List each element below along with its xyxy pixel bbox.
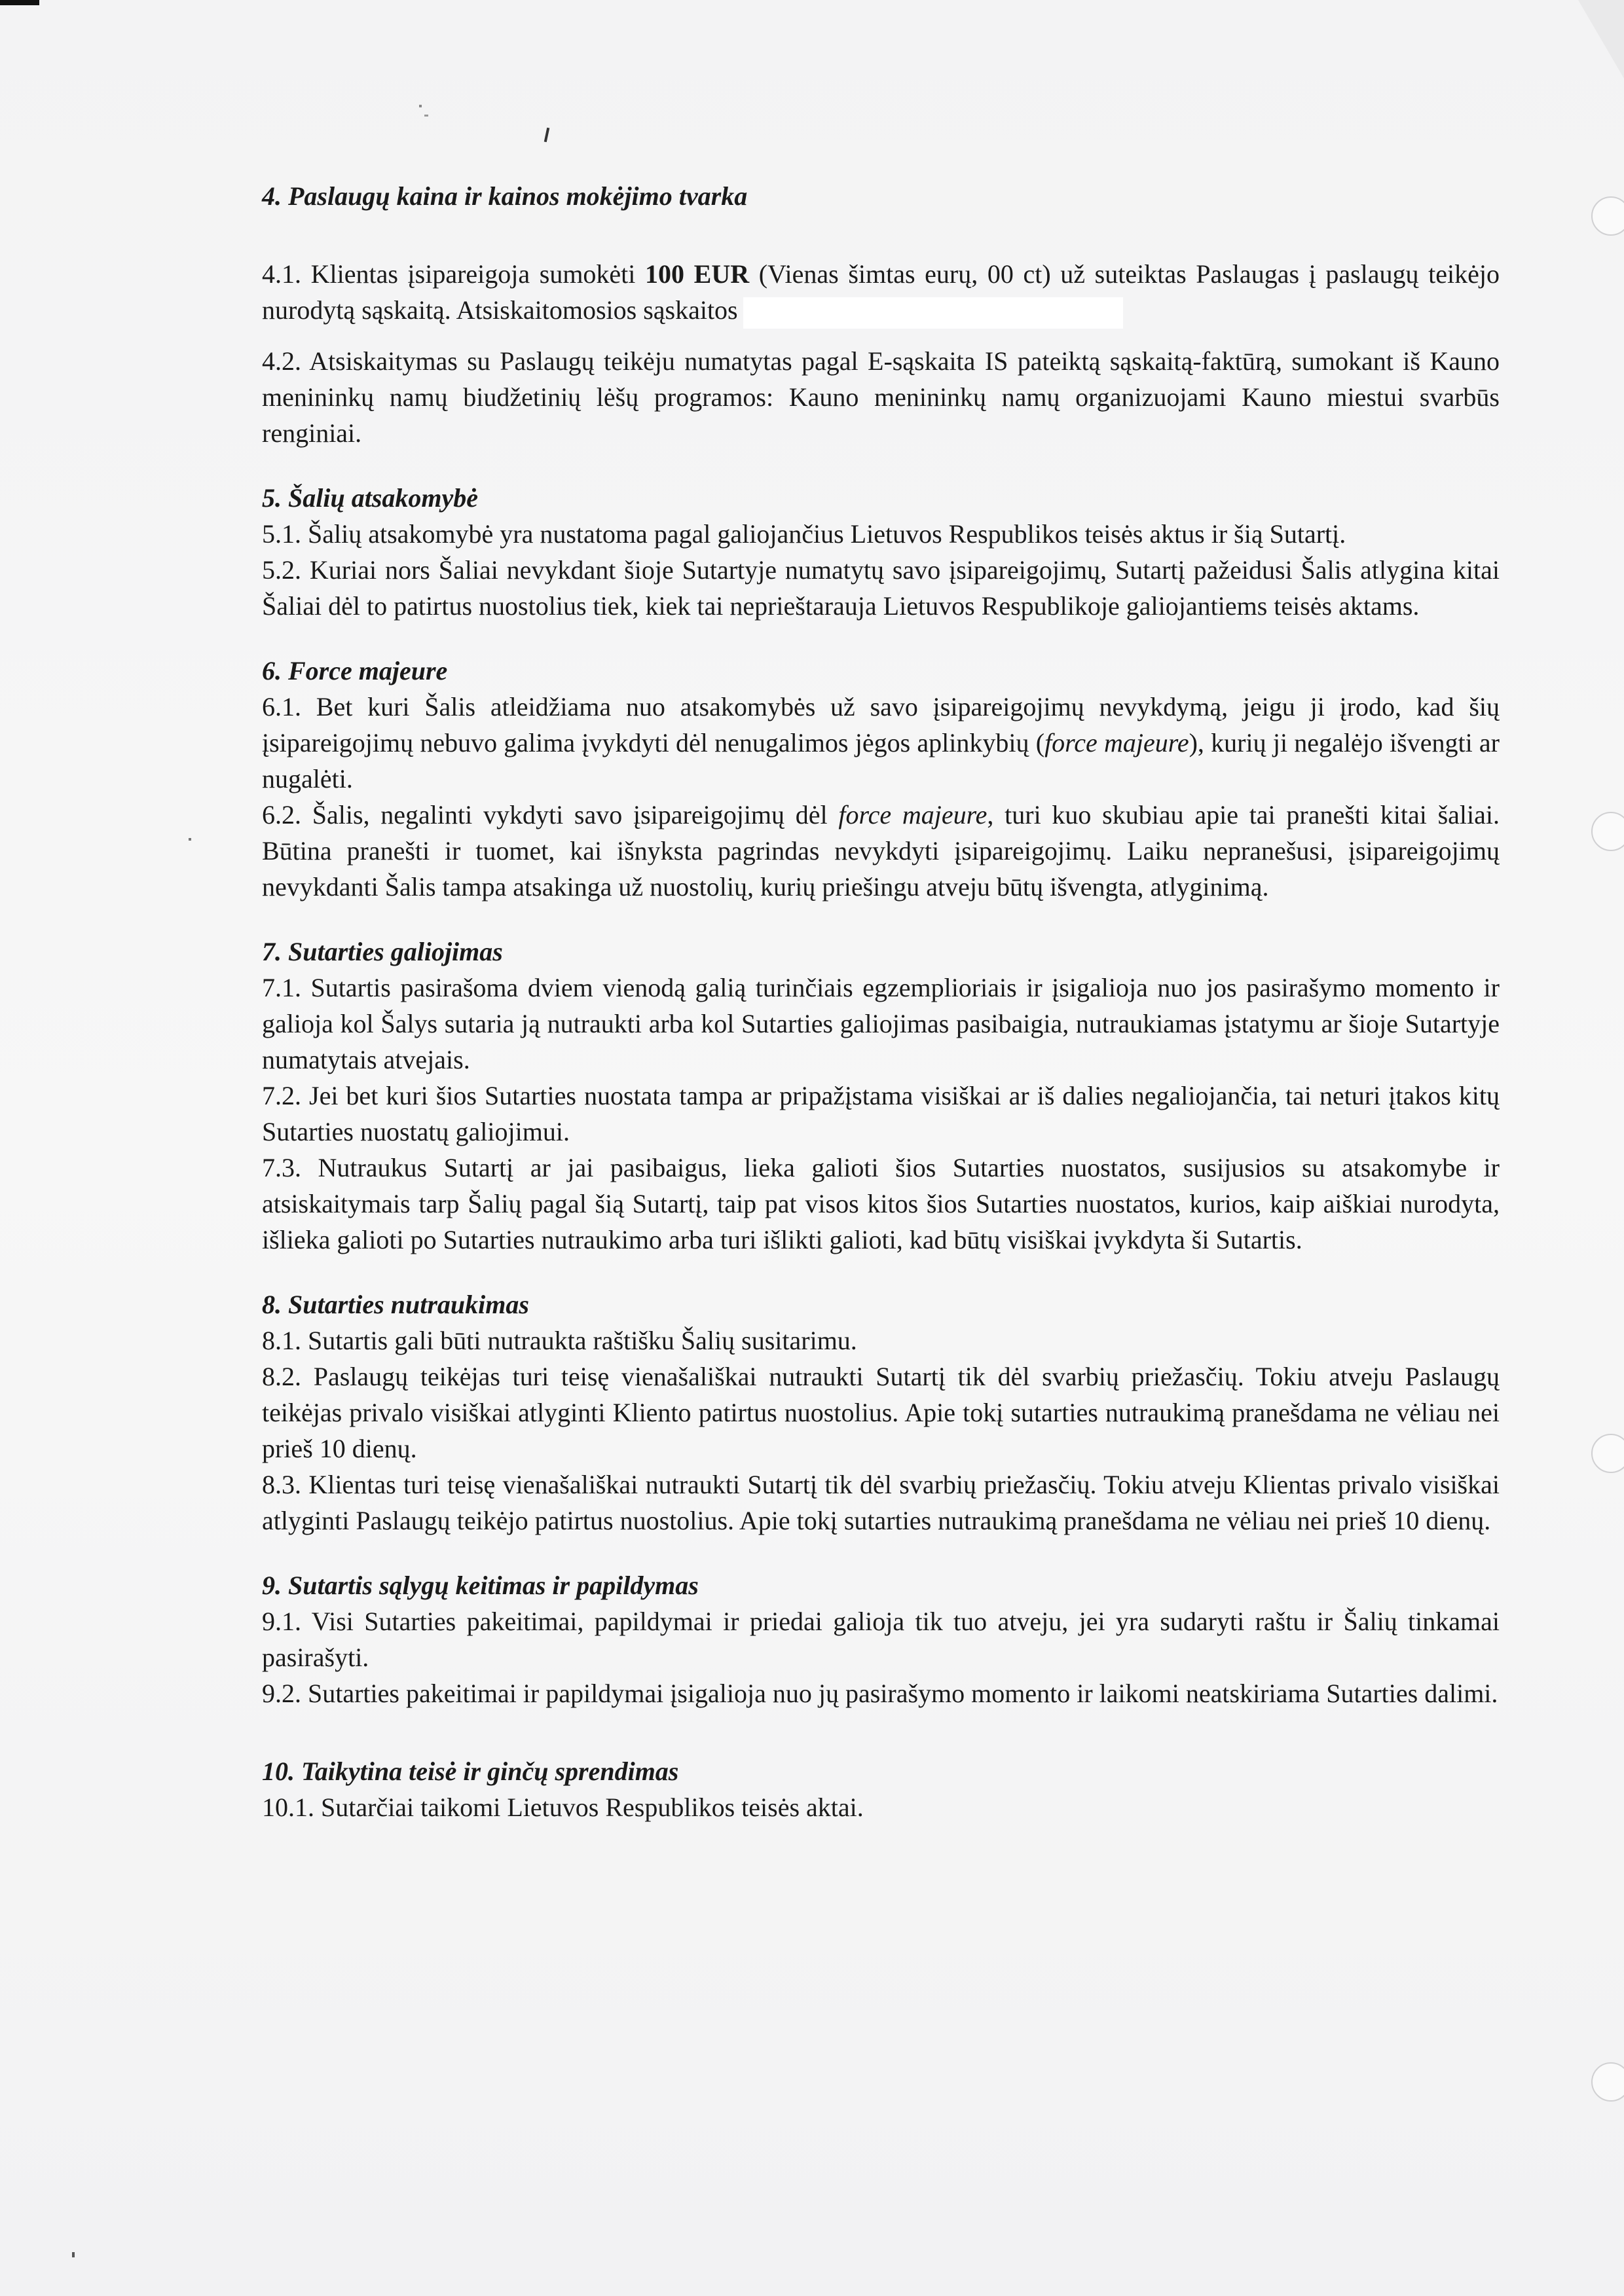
clause-5-2: 5.2. Kuriai nors Šaliai nevykdant šioje Sutartyje numatytų savo įsipareigojimų, Sutartį pažeidusi Šalis atlygina kitai Šaliai dėl to patirtus nuostolius tiek, kiek tai neprieštarauja Lietuvos Respublikoje galiojantiems teisės aktams. [262,555,1500,621]
clause-4-1: 4.1. Klientas įsipareigoja sumokėti 100 EUR (Vienas šimtas eurų, 00 ct) už suteiktas Paslaugas į paslaugų teikėjo nurodytą sąskaitą. Atsiskaitomosios sąskaitos [262,256,1500,329]
punch-hole-bottom [1591,2062,1624,2102]
amount: 100 EUR [645,259,750,289]
clause-5-1: 5.1. Šalių atsakomybė yra nustatoma pagal galiojančius Lietuvos Respublikos teisės aktus ir šią Sutartį. [262,519,1346,549]
punch-hole-top [1591,196,1624,236]
redacted-account-number [743,297,1123,329]
scan-speck [72,2252,75,2257]
scan-speck [419,105,422,107]
section-heading: 8. Sutarties nutraukimas [262,1289,529,1319]
clause-7-1: 7.1. Sutartis pasirašoma dviem vienodą galią turinčiais egzemplioriais ir įsigalioja nuo jos pasirašymo momento ir galioja kol Šalys sutaria ją nutraukti arba kol Sutarties galiojimas pasibaigia, nutraukiamas įstatymu ar šioje Sutartyje numatytais atvejais. [262,972,1500,1074]
clause-10-1: 10.1. Sutarčiai taikomi Lietuvos Respublikos teisės aktai. [262,1792,864,1822]
clause-6-1: 6.1. Bet kuri Šalis atleidžiama nuo atsakomybės už savo įsipareigojimų nevykdymą, jeigu ji įrodo, kad šių įsipareigojimų nebuvo galima įvykdyti dėl nenugalimos jėgos aplinkybių (force majeure), kurių ji negalėjo išvengti ar nugalėti. [262,691,1500,793]
section-heading: 7. Sutarties galiojimas [262,936,503,966]
scan-edge-mark [0,0,39,5]
section-heading: 10. Taikytina teisė ir ginčų sprendimas [262,1756,679,1786]
clause-4-2: 4.2. Atsiskaitymas su Paslaugų teikėju numatytas pagal E-sąskaita IS pateiktą sąskaitą-faktūrą, sumokant iš Kauno menininkų namų biudžetinių lėšų programos: Kauno menininkų namų organizuojami Kauno miestui svarbūs renginiai. [262,346,1500,448]
clause-8-1: 8.1. Sutartis gali būti nutraukta raštišku Šalių susitarimu. [262,1325,857,1355]
scan-speck [544,128,549,142]
punch-hole-upper [1591,812,1624,851]
document-body [262,178,1500,1825]
clause-9-1: 9.1. Visi Sutarties pakeitimai, papildymai ir priedai galioja tik tuo atveju, jei yra sudaryti raštu ir Šalių tinkamai pasirašyti. [262,1606,1500,1672]
clause-7-3: 7.3. Nutraukus Sutartį ar jai pasibaigus, lieka galioti šios Sutarties nuostatos, susijusios su atsakomybe ir atsiskaitymais tarp Šalių pagal šią Sutartį, taip pat visos kitos šios Sutarties nuostatos, kurios, kaip aiškiai nurodyta, išlieka galioti po Sutarties nutraukimo arba turi išlikti galioti, kad būtų visiškai įvykdyta ši Sutartis. [262,1152,1500,1254]
clause-7-2: 7.2. Jei bet kuri šios Sutarties nuostata tampa ar pripažįstama visiškai ar iš dalies negaliojančia, tai neturi įtakos kitų Sutarties nuostatų galiojimui. [262,1080,1500,1146]
clause-6-2: 6.2. Šalis, negalinti vykdyti savo įsipareigojimų dėl force majeure, turi kuo skubiau apie tai pranešti kitai šaliai. Būtina pranešti ir tuomet, kai išnyksta pagrindas nevykdyti įsipareigojimų. Laiku nepranešusi, įsipareigojimų nevykdanti Šalis tampa atsakinga už nuostolių, kurių priešingu atveju būtų išvengta, atlyginimą. [262,799,1500,902]
section-heading: 6. Force majeure [262,655,448,685]
clause-9-2: 9.2. Sutarties pakeitimai ir papildymai įsigalioja nuo jų pasirašymo momento ir laikomi neatskiriama Sutarties dalimi. [262,1678,1498,1708]
section-heading: 5. Šalių atsakomybė [262,483,479,513]
punch-hole-lower [1591,1434,1624,1473]
scan-speck [189,838,191,841]
clause-8-3: 8.3. Klientas turi teisę vienašališkai nutraukti Sutartį tik dėl svarbių priežasčių. Tokiu atveju Klientas privalo visiškai atlyginti Paslaugų teikėjo patirtus nuostolius. Apie tokį sutarties nutraukimą pranešdama ne vėliau nei prieš 10 dienų. [262,1469,1500,1535]
section-heading: 4. Paslaugų kaina ir kainos mokėjimo tvarka [262,181,748,211]
clause-8-2: 8.2. Paslaugų teikėjas turi teisę vienašališkai nutraukti Sutartį tik dėl svarbių priežasčių. Tokiu atveju Paslaugų teikėjas privalo visiškai atlyginti Kliento patirtus nuostolius. Apie tokį sutarties nutraukimą pranešdama ne vėliau nei prieš 10 dienų. [262,1361,1500,1463]
page-corner-fold [1578,0,1624,79]
section-heading: 9. Sutartis sąlygų keitimas ir papildymas [262,1570,699,1600]
scan-speck [424,115,428,117]
